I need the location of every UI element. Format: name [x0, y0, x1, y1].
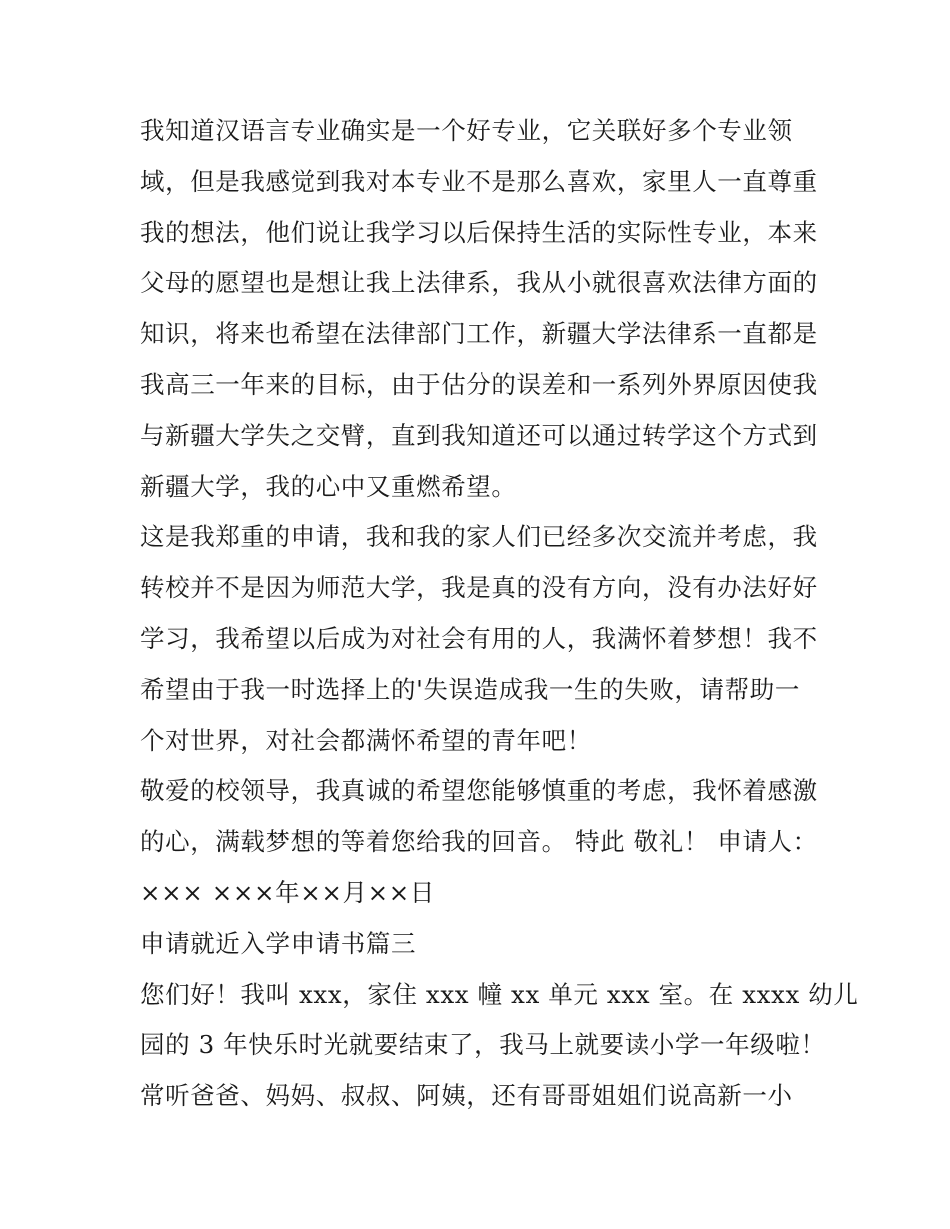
text-line-5: 知识，将来也希望在法律部门工作，新疆大学法律系一直都是 — [140, 319, 818, 349]
text-line-6: 我高三一年来的目标，由于估分的误差和一系列外界原因使我 — [140, 369, 818, 399]
text-line-2: 域，但是我感觉到我对本专业不是那么喜欢，家里人一直尊重 — [140, 166, 818, 196]
text-line-8: 新疆大学，我的心中又重燃希望。 — [140, 471, 517, 501]
text-line-9: 这是我郑重的申请，我和我的家人们已经多次交流并考虑，我 — [140, 522, 818, 552]
text-line-18: 您们好！我叫 xxx，家住 xxx 幢 xx 单元 xxx 室。在 xxxx 幼儿 — [140, 979, 859, 1009]
text-line-12: 希望由于我一时选择上的'失误造成我一生的失败，请帮助一 — [140, 674, 800, 704]
text-line-1: 我知道汉语言专业确实是一个好专业，它关联好多个专业领 — [140, 116, 793, 145]
text-line-20: 常听爸爸、妈妈、叔叔、阿姨，还有哥哥姐姐们说高新一小 — [140, 1081, 793, 1111]
signature-date-line: ××× ×××年××月××日 — [140, 877, 435, 907]
text-line-19: 园的 3 年快乐时光就要结束了，我马上就要读小学一年级啦！ — [140, 1030, 826, 1060]
text-line-10: 转校并不是因为师范大学，我是真的没有方向，没有办法好好 — [140, 573, 818, 603]
document-body — [140, 106, 859, 1122]
text-line-7: 与新疆大学失之交臂，直到我知道还可以通过转学这个方式到 — [140, 420, 818, 450]
text-line-14: 敬爱的校领导，我真诚的希望您能够慎重的考虑，我怀着感激 — [140, 776, 818, 806]
text-line-15: 的心，满载梦想的等着您给我的回音。 特此 敬礼！ 申请人： — [140, 827, 818, 857]
text-line-13: 个对世界，对社会都满怀希望的青年吧！ — [140, 725, 592, 755]
text-line-4: 父母的愿望也是想让我上法律系，我从小就很喜欢法律方面的 — [140, 268, 818, 298]
text-line-11: 学习，我希望以后成为对社会有用的人，我满怀着梦想！我不 — [140, 623, 818, 653]
text-line-3: 我的想法，他们说让我学习以后保持生活的实际性专业，本来 — [140, 217, 818, 247]
section-heading: 申请就近入学申请书篇三 — [140, 928, 417, 958]
